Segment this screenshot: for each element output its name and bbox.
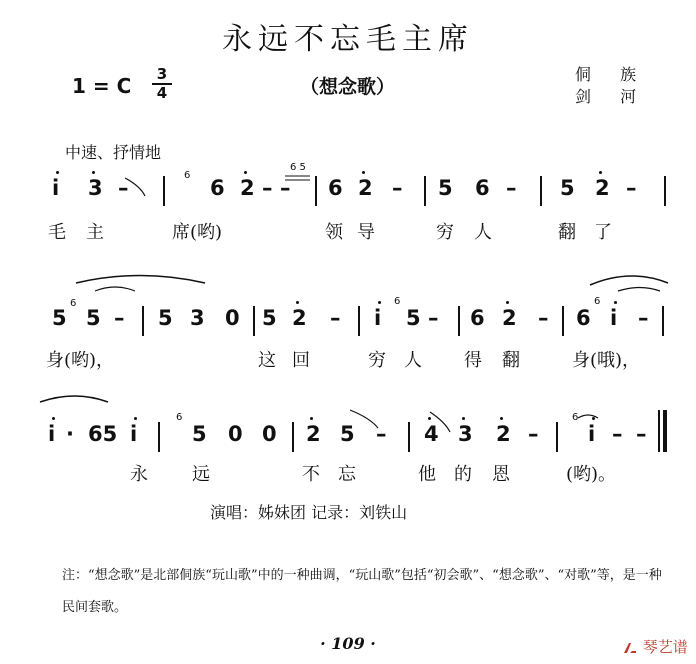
note: 6 — [475, 176, 490, 200]
subtitle: （想念歌） — [300, 76, 396, 98]
octave-dot — [378, 301, 381, 304]
octave-dot — [506, 301, 509, 304]
grace-note: 6 5 — [290, 162, 306, 173]
lyric-syllable: 不 — [302, 464, 320, 485]
note: 5 — [262, 306, 277, 330]
octave-dot — [244, 171, 247, 174]
final-barline-thin — [658, 410, 660, 452]
music-logo-icon — [622, 640, 638, 656]
octave-dot — [500, 417, 503, 420]
octave-dot — [592, 417, 595, 420]
lyric-syllable: 忘 — [338, 464, 356, 485]
grace-note: 6 — [70, 298, 77, 309]
note: – — [392, 176, 403, 200]
lyric-syllable: 了 — [594, 222, 612, 243]
time-sig-bottom: 4 — [156, 84, 168, 102]
barline — [142, 306, 144, 336]
note: 5 — [560, 176, 575, 200]
note: 3 — [458, 422, 473, 446]
note: – — [330, 306, 341, 330]
note: 6 — [328, 176, 343, 200]
note: 3 — [190, 306, 205, 330]
note: 3 — [88, 176, 103, 200]
footnote: 注：“想念歌”是北部侗族“玩山歌”中的一种曲调，“玩山歌”包括“初会歌”、“想念歌”、“对歌”等，是一种民间套歌。 — [62, 568, 662, 615]
note: i — [588, 422, 596, 446]
lyric-syllable: 身(哦)， — [572, 350, 641, 371]
lyric-syllable: 导 — [357, 222, 375, 243]
time-sig-top: 3 — [156, 65, 168, 83]
barline — [664, 176, 666, 206]
note: 0 — [228, 422, 243, 446]
lyric-syllable: 永 — [130, 464, 148, 485]
octave-dot — [310, 417, 313, 420]
lyric-syllable: 得 — [464, 350, 482, 371]
page-number: · 109 · — [320, 634, 376, 653]
note: – — [376, 422, 387, 446]
octave-dot — [462, 417, 465, 420]
barline — [292, 422, 294, 452]
final-barline-thick — [663, 410, 667, 452]
note: i — [52, 176, 60, 200]
barline — [662, 306, 664, 336]
note: 5 — [52, 306, 67, 330]
note: 6 — [576, 306, 591, 330]
note: 2 — [595, 176, 610, 200]
lyric-syllable: 身(哟)， — [46, 350, 115, 371]
note: – — [118, 176, 129, 200]
note: 5 — [86, 306, 101, 330]
barline — [315, 176, 317, 206]
note: · — [66, 422, 74, 446]
octave-dot — [296, 301, 299, 304]
note: i — [610, 306, 618, 330]
note: 5 — [438, 176, 453, 200]
note: – — [506, 176, 517, 200]
key-signature: 1 = C — [72, 74, 132, 98]
note: i — [48, 422, 56, 446]
lyric-syllable: 他 — [418, 464, 436, 485]
grace-note: 6 — [572, 412, 579, 423]
credit-ethnic: 侗 族 — [575, 65, 649, 84]
note: – — [528, 422, 539, 446]
lyric-syllable: 主 — [86, 222, 104, 243]
lyric-syllable: 的 — [454, 464, 472, 485]
barline — [458, 306, 460, 336]
credit-place: 剑 河 — [575, 87, 649, 106]
note: 5 — [158, 306, 173, 330]
note: 5 — [192, 422, 207, 446]
note: i — [130, 422, 138, 446]
octave-dot — [599, 171, 602, 174]
logo-text: 琴艺谱 — [642, 638, 688, 656]
octave-dot — [92, 171, 95, 174]
note: – — [428, 306, 439, 330]
octave-dot — [362, 171, 365, 174]
note: 6 — [470, 306, 485, 330]
barline — [424, 176, 426, 206]
tempo-marking: 中速、抒情地 — [65, 143, 162, 162]
note: 65 — [88, 422, 118, 446]
barline — [562, 306, 564, 336]
page-title: 永远不忘毛主席 — [222, 22, 474, 57]
note: – — [114, 306, 125, 330]
note: 0 — [262, 422, 277, 446]
octave-dot — [56, 171, 59, 174]
barline — [540, 176, 542, 206]
note: – — [280, 176, 291, 200]
grace-note: 6 — [594, 296, 601, 307]
barline — [556, 422, 558, 452]
grace-note: 6 — [394, 296, 401, 307]
performer-credit: 演唱：姊妹团 记录：刘铁山 — [210, 503, 408, 522]
note: 2 — [240, 176, 255, 200]
note: 2 — [502, 306, 517, 330]
note: 6 — [210, 176, 225, 200]
barline — [358, 306, 360, 336]
barline — [253, 306, 255, 336]
note: 2 — [306, 422, 321, 446]
note: – — [262, 176, 273, 200]
lyric-syllable: 这 — [258, 350, 276, 371]
note: 0 — [225, 306, 240, 330]
lyric-syllable: 回 — [292, 350, 310, 371]
note: 4 — [424, 422, 439, 446]
barline — [408, 422, 410, 452]
note: – — [636, 422, 647, 446]
octave-dot — [52, 417, 55, 420]
note: 5 — [406, 306, 421, 330]
note: – — [538, 306, 549, 330]
grace-note: 6 — [176, 412, 183, 423]
lyric-syllable: 穷 — [368, 350, 386, 371]
site-logo — [622, 636, 688, 657]
note: – — [638, 306, 649, 330]
lyric-syllable: 席(哟) — [172, 222, 223, 243]
note: – — [626, 176, 637, 200]
barline — [163, 176, 165, 206]
octave-dot — [134, 417, 137, 420]
lyric-syllable: 领 — [325, 222, 343, 243]
lyric-syllable: 翻 — [558, 222, 576, 243]
note: 2 — [496, 422, 511, 446]
note: 2 — [292, 306, 307, 330]
note: i — [374, 306, 382, 330]
octave-dot — [428, 417, 431, 420]
lyric-syllable: 穷 — [436, 222, 454, 243]
lyric-syllable: 人 — [474, 222, 492, 243]
lyric-syllable: 恩 — [492, 464, 510, 485]
lyric-syllable: 翻 — [502, 350, 520, 371]
grace-note: 6 — [184, 170, 191, 181]
lyric-syllable: 人 — [404, 350, 422, 371]
octave-dot — [614, 301, 617, 304]
note: 5 — [340, 422, 355, 446]
lyric-syllable: 远 — [192, 464, 210, 485]
note: 2 — [358, 176, 373, 200]
barline — [158, 422, 160, 452]
lyric-syllable: 毛 — [48, 222, 66, 243]
note: – — [612, 422, 623, 446]
lyric-syllable: (哟)。 — [566, 464, 617, 485]
